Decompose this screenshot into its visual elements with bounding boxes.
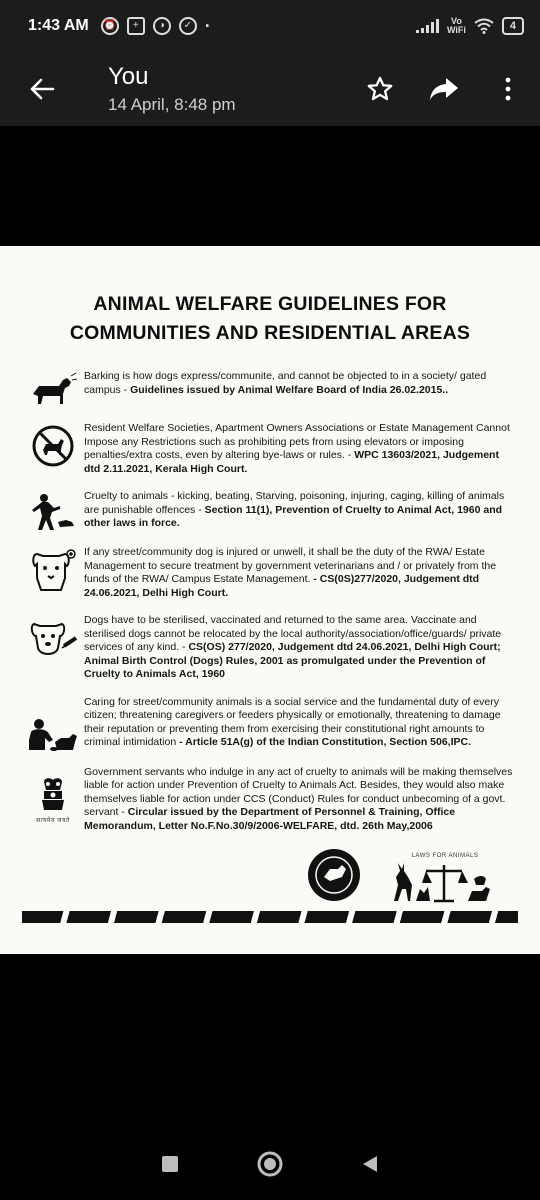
laws-label: LAWS FOR ANIMALS (411, 853, 479, 859)
navigation-bar (0, 1128, 540, 1200)
home-button[interactable] (250, 1144, 290, 1184)
system-icons (416, 17, 524, 35)
guideline-item (22, 490, 518, 532)
square-recents-icon (161, 1155, 179, 1173)
barking-dog-icon (22, 370, 84, 408)
emblem-caption: सत्यमेव जयते (36, 817, 70, 824)
guideline-text: Cruelty to animals - kicking, beating, Starving, poisoning, injuring, caging, killing of animals are punishable offences - (84, 490, 505, 516)
star-button[interactable] (358, 67, 402, 111)
signal-icon (416, 19, 439, 33)
guideline-ref: Section 11(1), Prevention of Cruelty to Animal Act, 1960 and other laws in force. (84, 503, 503, 529)
app-bar (0, 52, 540, 126)
more-vert-icon (505, 77, 511, 101)
injured-dog-icon (22, 546, 84, 594)
alarm-icon: ⏰ (101, 17, 119, 35)
guideline-item (22, 546, 518, 600)
guideline-text: Resident Welfare Societies, Apartment Owners Associations or Estate Management Cannot Impose any Restrictions such as prohibiting pets from using elevators or imposing penalties/extra costs, even by altering bye-laws or rules. - (84, 422, 510, 461)
laws-for-animals-logo (390, 853, 500, 903)
document-image[interactable] (0, 246, 540, 954)
dot-icon: · (204, 15, 211, 36)
more-options-button[interactable] (486, 67, 530, 111)
back-button[interactable] (14, 61, 70, 117)
battery-indicator: 4 (502, 17, 524, 35)
shield-icon: ✓ (179, 17, 197, 35)
notification-icons (101, 16, 211, 37)
decorative-stripe (22, 911, 518, 923)
guideline-text: If any street/community dog is injured or unwell, it shall be the duty of the RWA/ Estate Management to secure treatment by government veterinarians and / or privately from the funds of the RWA/ Campus Estate Management. (84, 546, 497, 585)
cruelty-icon (22, 490, 84, 532)
guideline-ref: WPC 13603/2021, Judgement dtd 2.11.2021, Kerala High Court. (84, 449, 499, 475)
message-timestamp: 14 April, 8:48 pm (108, 95, 236, 114)
guideline-text: Barking is how dogs express/communite, and cannot be objected to in a society/ gated campus - (84, 370, 487, 396)
guideline-item (22, 422, 518, 476)
animals-scale-icon (390, 859, 500, 903)
guideline-text: Dogs have to be sterilised, vaccinated and returned to the same area. Vaccinate and sterilised dogs cannot be relocated by the local authority/association/office/guards/ private services of any kind. - (84, 614, 502, 653)
app-bar-actions (358, 67, 530, 111)
title-block (108, 63, 236, 115)
vaccinated-dog-icon (22, 614, 84, 660)
guideline-text: Caring for street/community animals is a social service and the fundamental duty of every citizen; threatening caregivers or feeders physically or emotionally, threatening to damage their reputation or preventing them from exercising their constitutional right amounts to criminal intimidation (84, 695, 501, 748)
triangle-back-icon (361, 1154, 379, 1174)
sender-name: You (108, 63, 149, 90)
guideline-item (22, 766, 518, 834)
guideline-ref: CS(OS) 277/2020, Judgement dtd 24.06.2021, Delhi High Court; Animal Birth Control (Dogs) Rules, 2001 as promulgated under the Prevention of Cruelty to Animals Act, 1960 (84, 641, 501, 680)
footer-emblems (22, 847, 518, 903)
no-pets-icon (22, 422, 84, 468)
guideline-item (22, 696, 518, 752)
battery-saver-icon: + (127, 17, 145, 35)
seal-icon (306, 847, 362, 903)
guideline-item (22, 614, 518, 682)
vowifi-line1: Vo (450, 16, 462, 26)
status-time: 1:43 AM (28, 17, 89, 34)
arrow-left-icon (29, 78, 55, 100)
heading-line2: COMMUNITIES AND RESIDENTIAL AREAS (69, 322, 471, 344)
vowifi-indicator (447, 17, 466, 35)
wifi-icon (474, 18, 494, 34)
forward-icon (429, 76, 459, 102)
ashoka-emblem-icon (22, 766, 84, 824)
document-heading (22, 290, 518, 348)
data-saver-icon: ◑ (153, 17, 171, 35)
guideline-ref: Guidelines issued by Animal Welfare Board of India 26.02.2015.. (130, 383, 449, 396)
guideline-ref: Circular issued by the Department of Personnel & Training, Office Memorandum, Letter No.F.No.30/9/2006-WELFARE, dtd. 26th May,2006 (84, 806, 456, 832)
guideline-ref: - Article 51A(g) of the Indian Constitution, Section 506,IPC. (179, 736, 472, 748)
circle-home-icon (256, 1150, 284, 1178)
recents-button[interactable] (150, 1144, 190, 1184)
heading-line1: ANIMAL WELFARE GUIDELINES FOR (93, 293, 447, 315)
vowifi-line2: WiFi (446, 25, 466, 35)
status-bar (0, 0, 540, 52)
guideline-ref: - CS(0S)277/2020, Judgement dtd 24.06.2021, Delhi High Court. (84, 573, 480, 599)
forward-button[interactable] (422, 67, 466, 111)
star-icon (366, 75, 394, 103)
nav-back-button[interactable] (350, 1144, 390, 1184)
guideline-item (22, 370, 518, 408)
guideline-text: Government servants who indulge in any act of cruelty to animals will be making themselves liable for action under Prevention of Cruelty to Animals Act. Besides, they would also make themselves liable for action under CCS (Conduct) Rules for conduct unbecoming of a govt. servant - (84, 765, 513, 818)
feeder-icon (22, 696, 84, 752)
